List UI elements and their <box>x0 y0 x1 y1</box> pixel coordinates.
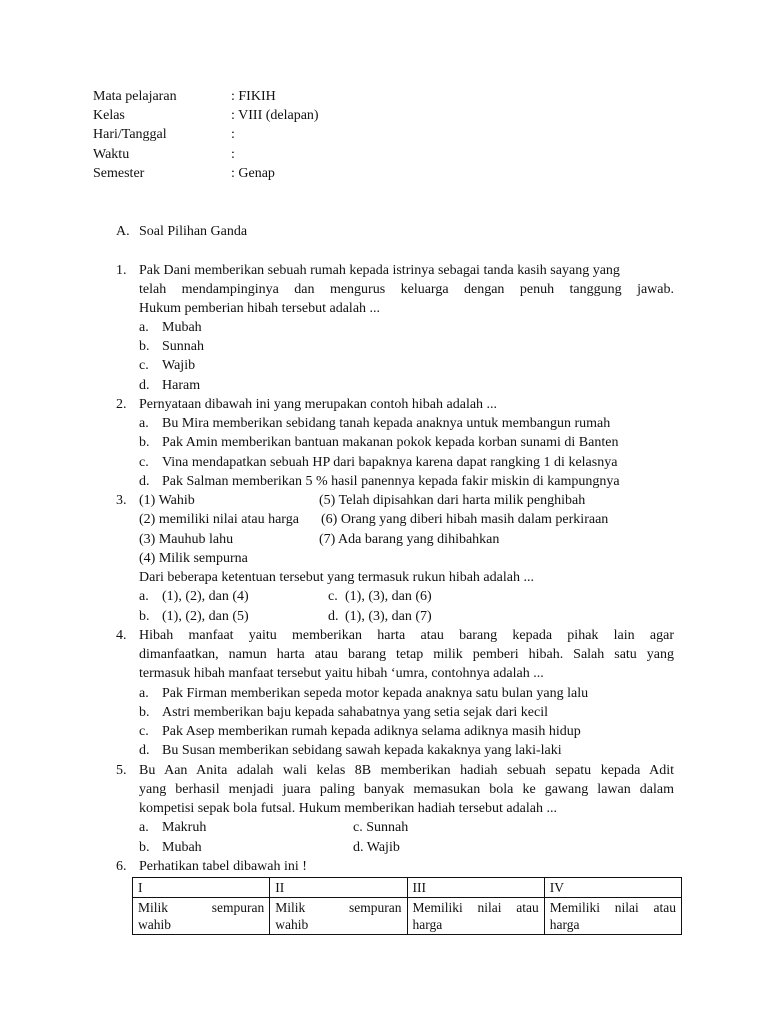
table-cell-line: wahib <box>138 917 171 932</box>
option-letter: a. <box>139 686 149 701</box>
question-text-line: Bu Aan Anita adalah wali kelas 8B memberikan hadiah sebuah sepatu kepada Adit <box>139 763 674 778</box>
option-letter: b. <box>139 840 150 855</box>
question-text-line: termasuk hibah manfaat tersebut yaitu hibah ‘umra, contohnya adalah ... <box>139 666 544 681</box>
option-letter: a. <box>139 589 149 604</box>
option-text: (1), (3), dan (7) <box>345 609 432 624</box>
table-cell-line: Memiliki nilai atau <box>412 900 539 915</box>
option-text: Makruh <box>162 820 207 835</box>
table-cell <box>133 898 270 935</box>
option-text: (1), (3), dan (6) <box>345 589 432 604</box>
field-label-semester: Semester <box>93 166 145 181</box>
table-cell-line: wahib <box>275 917 309 932</box>
option-letter: c. <box>139 455 149 470</box>
statement-item: (2) memiliki nilai atau harga <box>139 512 299 527</box>
option-text: c. Sunnah <box>353 820 409 835</box>
option-letter: d. <box>328 609 339 624</box>
question-number: 2. <box>116 397 127 412</box>
question-text-line: Hukum pemberian hibah tersebut adalah ... <box>139 301 381 316</box>
table-cell <box>544 898 681 935</box>
question-text-line: telah mendampinginya dan mengurus keluarga dengan penuh tanggung jawab. <box>139 282 674 297</box>
option-text: Pak Firman memberikan sepeda motor kepada anaknya satu bulan yang lalu <box>162 686 589 701</box>
option-letter: c. <box>139 724 149 739</box>
question-number: 5. <box>116 763 127 778</box>
field-value-semester: : Genap <box>231 166 275 181</box>
table-cell <box>270 898 407 935</box>
table-cell-line: Memiliki nilai atau <box>549 900 676 915</box>
option-letter: d. <box>139 743 150 758</box>
field-label-class: Kelas <box>93 108 125 123</box>
option-text: Pak Amin memberikan bantuan makanan pokok kepada korban sunami di Banten <box>162 435 619 450</box>
field-value-time: : <box>231 147 235 162</box>
field-value-class: : VIII (delapan) <box>231 108 319 123</box>
statement-item: (5) Telah dipisahkan dari harta milik penghibah <box>319 493 586 508</box>
option-text: (1), (2), dan (4) <box>162 589 249 604</box>
table-header-cell: IV <box>544 878 681 898</box>
question-text-line: Perhatikan tabel dibawah ini ! <box>139 859 307 874</box>
option-text: Pak Salman memberikan 5 % hasil panennya kepada fakir miskin di kampungnya <box>162 474 620 489</box>
field-label-time: Waktu <box>93 147 130 162</box>
field-label-subject: Mata pelajaran <box>93 89 177 104</box>
option-text: Mubah <box>162 320 202 335</box>
option-letter: b. <box>139 609 150 624</box>
table-header-cell: III <box>407 878 544 898</box>
question-text-line: Pak Dani memberikan sebuah rumah kepada istrinya sebagai tanda kasih sayang yang <box>139 263 620 278</box>
table-row <box>133 898 682 935</box>
question-number: 6. <box>116 859 127 874</box>
field-label-date: Hari/Tanggal <box>93 127 167 142</box>
table-header-row <box>133 878 682 898</box>
option-text: Mubah <box>162 840 202 855</box>
field-value-date: : <box>231 127 235 142</box>
table-header-cell: II <box>270 878 407 898</box>
table-cell-line: Milik sempuran <box>138 900 265 915</box>
option-letter: a. <box>139 416 149 431</box>
option-letter: a. <box>139 820 149 835</box>
option-letter: a. <box>139 320 149 335</box>
comparison-table <box>132 877 682 935</box>
option-letter: c. <box>139 358 149 373</box>
question-number: 4. <box>116 628 127 643</box>
statement-item: (1) Wahib <box>139 493 195 508</box>
option-letter: b. <box>139 705 150 720</box>
option-text: Bu Mira memberikan sebidang tanah kepada anaknya untuk membangun rumah <box>162 416 611 431</box>
option-text: Astri memberikan baju kepada sahabatnya yang setia sejak dari kecil <box>162 705 549 720</box>
option-text: Wajib <box>162 358 196 373</box>
option-letter: d. <box>139 378 150 393</box>
table-cell-line: harga <box>412 917 443 932</box>
section-letter: A. <box>116 224 130 239</box>
table-header-cell: I <box>133 878 270 898</box>
table-cell <box>407 898 544 935</box>
table-cell-line: Milik sempuran <box>275 900 402 915</box>
question-text-line: Dari beberapa ketentuan tersebut yang termasuk rukun hibah adalah ... <box>139 570 534 585</box>
statement-item: (7) Ada barang yang dihibahkan <box>319 532 500 547</box>
option-text: Pak Asep memberikan rumah kepada adiknya selama adiknya masih hidup <box>162 724 581 739</box>
option-letter: b. <box>139 339 150 354</box>
question-text-line: yang berhasil menjadi juara paling banyak memasukan bola ke gawang lawan dalam <box>139 782 674 797</box>
section-title: Soal Pilihan Ganda <box>139 224 248 239</box>
option-text: Haram <box>162 378 201 393</box>
option-text: Bu Susan memberikan sebidang sawah kepada kakaknya yang laki-laki <box>162 743 562 758</box>
table-cell-line: harga <box>549 917 580 932</box>
question-text-line: dimanfaatkan, namun harta atau barang tetap milik pemberi hibah. Salah satu yang <box>139 647 674 662</box>
question-number: 3. <box>116 493 127 508</box>
option-text: Vina mendapatkan sebuah HP dari bapaknya karena dapat rangking 1 di kelasnya <box>162 455 618 470</box>
option-letter: b. <box>139 435 150 450</box>
option-text: d. Wajib <box>353 840 400 855</box>
field-value-subject: : FIKIH <box>231 89 276 104</box>
question-text-line: kompetisi sepak bola futsal. Hukum memberikan hadiah tersebut adalah ... <box>139 801 557 816</box>
option-letter: c. <box>328 589 338 604</box>
question-text-line: Pernyataan dibawah ini yang merupakan contoh hibah adalah ... <box>139 397 498 412</box>
option-letter: d. <box>139 474 150 489</box>
question-number: 1. <box>116 263 127 278</box>
statement-item: (6) Orang yang diberi hibah masih dalam perkiraan <box>321 512 609 527</box>
question-text-line: Hibah manfaat yaitu memberikan harta atau barang kepada pihak lain agar <box>139 628 674 643</box>
statement-item: (4) Milik sempurna <box>139 551 248 566</box>
option-text: Sunnah <box>162 339 204 354</box>
statement-item: (3) Mauhub lahu <box>139 532 234 547</box>
option-text: (1), (2), dan (5) <box>162 609 249 624</box>
